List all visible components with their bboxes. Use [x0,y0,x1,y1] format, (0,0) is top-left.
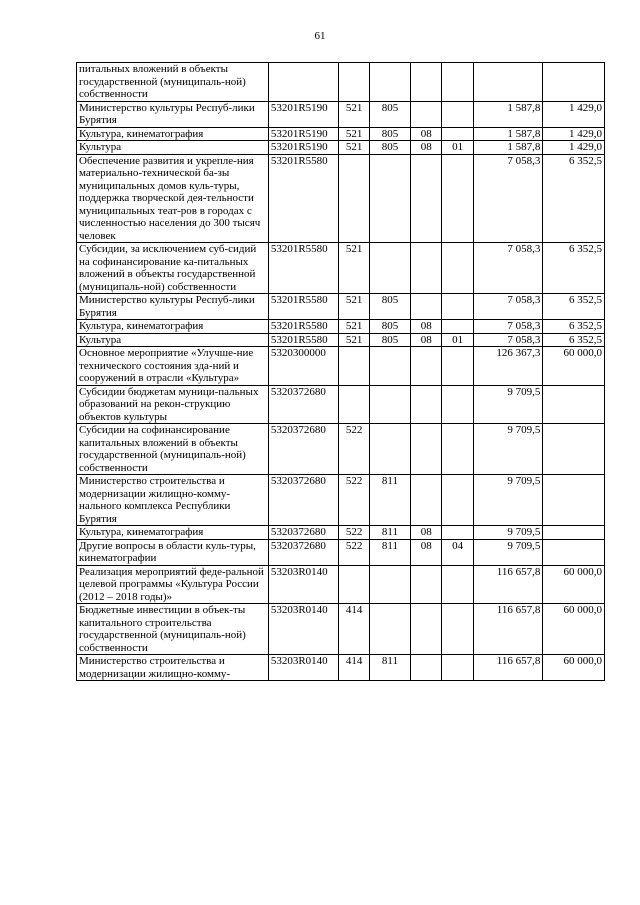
vr-cell: 521 [339,320,369,334]
amount-year2-cell: 6 352,5 [543,333,605,347]
name-cell: Другие вопросы в области куль-туры, кинематографии [77,539,269,565]
vr-cell: 522 [339,526,369,540]
code-cell: 53201R5190 [268,101,339,127]
amount-year1-cell: 116 657,8 [473,604,543,655]
code-cell: 53201R5580 [268,294,339,320]
subsection-cell [442,347,473,386]
table-row [77,604,605,655]
page-number: 61 [314,30,326,42]
amount-year2-cell: 6 352,5 [543,320,605,334]
subsection-cell: 01 [442,141,473,155]
code-cell: 5320372680 [268,424,339,475]
amount-year2-cell: 6 352,5 [543,154,605,243]
amount-year2-cell: 6 352,5 [543,294,605,320]
subsection-cell [442,604,473,655]
grbs-cell [369,154,410,243]
table-row [77,101,605,127]
grbs-cell: 811 [369,539,410,565]
grbs-cell: 811 [369,655,410,681]
section-cell [411,63,442,102]
subsection-cell [442,475,473,526]
subsection-cell [442,101,473,127]
grbs-cell: 805 [369,333,410,347]
code-cell: 5320300000 [268,347,339,386]
vr-cell: 521 [339,127,369,141]
vr-cell: 521 [339,294,369,320]
code-cell: 53201R5580 [268,320,339,334]
amount-year1-cell: 1 587,8 [473,127,543,141]
name-cell: Культура, кинематография [77,127,269,141]
code-cell [268,63,339,102]
section-cell [411,294,442,320]
name-cell: Министерство культуры Респуб-лики Бурятия [77,294,269,320]
amount-year1-cell: 9 709,5 [473,526,543,540]
amount-year1-cell: 7 058,3 [473,154,543,243]
amount-year1-cell: 7 058,3 [473,333,543,347]
table-row [77,63,605,102]
section-cell [411,385,442,424]
amount-year2-cell: 60 000,0 [543,604,605,655]
code-cell: 5320372680 [268,385,339,424]
amount-year1-cell: 9 709,5 [473,385,543,424]
table-row [77,127,605,141]
subsection-cell [442,526,473,540]
vr-cell: 522 [339,539,369,565]
code-cell: 5320372680 [268,526,339,540]
amount-year2-cell: 1 429,0 [543,141,605,155]
section-cell [411,424,442,475]
section-cell [411,347,442,386]
code-cell: 53201R5190 [268,141,339,155]
vr-cell: 521 [339,141,369,155]
code-cell: 53203R0140 [268,655,339,681]
code-cell: 53203R0140 [268,565,339,604]
grbs-cell [369,424,410,475]
amount-year1-cell: 1 587,8 [473,141,543,155]
amount-year2-cell [543,539,605,565]
section-cell: 08 [411,141,442,155]
subsection-cell [442,424,473,475]
section-cell: 08 [411,127,442,141]
subsection-cell [442,127,473,141]
name-cell: питальных вложений в объекты государственной (муниципаль-ной) собственности [77,63,269,102]
vr-cell: 521 [339,333,369,347]
section-cell [411,243,442,294]
amount-year2-cell [543,526,605,540]
table-row [77,655,605,681]
section-cell [411,655,442,681]
code-cell: 53201R5190 [268,127,339,141]
table-row [77,347,605,386]
table-row [77,154,605,243]
grbs-cell: 811 [369,475,410,526]
amount-year2-cell: 1 429,0 [543,101,605,127]
grbs-cell: 805 [369,101,410,127]
table-row [77,294,605,320]
grbs-cell [369,604,410,655]
name-cell: Субсидии бюджетам муници-пальных образований на рекон-струкцию объектов культуры [77,385,269,424]
table-row [77,526,605,540]
code-cell: 53201R5580 [268,333,339,347]
amount-year2-cell [543,424,605,475]
vr-cell: 414 [339,604,369,655]
subsection-cell [442,154,473,243]
name-cell: Обеспечение развития и укрепле-ния материально-технической ба-зы муниципальных домов куль-туры, поддержка творческой дея-тельности муниципальных теат-ров в городах с численностью населения до 300 тысяч человек [77,154,269,243]
code-cell: 53201R5580 [268,243,339,294]
amount-year2-cell: 1 429,0 [543,127,605,141]
name-cell: Министерство культуры Респуб-лики Бурятия [77,101,269,127]
name-cell: Культура [77,141,269,155]
vr-cell [339,63,369,102]
grbs-cell: 805 [369,127,410,141]
vr-cell: 522 [339,424,369,475]
name-cell: Субсидии на софинансирование капитальных вложений в объекты государственной (муниципаль-ной) собственности [77,424,269,475]
grbs-cell: 811 [369,526,410,540]
amount-year2-cell [543,63,605,102]
grbs-cell [369,63,410,102]
amount-year2-cell: 60 000,0 [543,655,605,681]
subsection-cell: 04 [442,539,473,565]
section-cell: 08 [411,539,442,565]
amount-year1-cell: 7 058,3 [473,294,543,320]
grbs-cell: 805 [369,320,410,334]
name-cell: Бюджетные инвестиции в объек-ты капитального строительства государственной (муниципаль-ной) собственности [77,604,269,655]
amount-year1-cell: 7 058,3 [473,320,543,334]
section-cell: 08 [411,526,442,540]
table-row [77,424,605,475]
subsection-cell [442,294,473,320]
vr-cell: 414 [339,655,369,681]
vr-cell [339,565,369,604]
name-cell: Министерство строительства и модернизации жилищно-комму-нального комплекса Республики Бурятия [77,475,269,526]
amount-year2-cell: 6 352,5 [543,243,605,294]
table-row [77,475,605,526]
subsection-cell [442,385,473,424]
table-row [77,385,605,424]
code-cell: 5320372680 [268,539,339,565]
grbs-cell [369,347,410,386]
vr-cell [339,347,369,386]
vr-cell: 522 [339,475,369,526]
amount-year1-cell: 116 657,8 [473,655,543,681]
amount-year1-cell: 9 709,5 [473,424,543,475]
grbs-cell [369,565,410,604]
amount-year1-cell: 9 709,5 [473,539,543,565]
amount-year2-cell [543,475,605,526]
grbs-cell [369,243,410,294]
subsection-cell [442,655,473,681]
amount-year1-cell [473,63,543,102]
amount-year1-cell: 126 367,3 [473,347,543,386]
table-row [77,333,605,347]
subsection-cell: 01 [442,333,473,347]
grbs-cell: 805 [369,141,410,155]
table-row [77,539,605,565]
table-row [77,243,605,294]
name-cell: Министерство строительства и модернизации жилищно-комму- [77,655,269,681]
subsection-cell [442,243,473,294]
subsection-cell [442,565,473,604]
grbs-cell: 805 [369,294,410,320]
vr-cell [339,385,369,424]
section-cell [411,154,442,243]
amount-year1-cell: 1 587,8 [473,101,543,127]
section-cell [411,604,442,655]
table-row [77,320,605,334]
grbs-cell [369,385,410,424]
subsection-cell [442,63,473,102]
section-cell: 08 [411,320,442,334]
name-cell: Реализация мероприятий феде-ральной целевой программы «Культура России (2012 – 2018 годы)» [77,565,269,604]
amount-year1-cell: 9 709,5 [473,475,543,526]
vr-cell: 521 [339,101,369,127]
table-row [77,565,605,604]
subsection-cell [442,320,473,334]
amount-year1-cell: 7 058,3 [473,243,543,294]
amount-year2-cell [543,385,605,424]
name-cell: Культура [77,333,269,347]
budget-table-body [77,63,605,681]
budget-table [76,62,605,681]
vr-cell [339,154,369,243]
table-row [77,141,605,155]
section-cell [411,101,442,127]
amount-year1-cell: 116 657,8 [473,565,543,604]
section-cell: 08 [411,333,442,347]
amount-year2-cell: 60 000,0 [543,565,605,604]
section-cell [411,475,442,526]
code-cell: 53203R0140 [268,604,339,655]
name-cell: Субсидии, за исключением суб-сидий на софинансирование ка-питальных вложений в объекты государственной (муниципаль-ной) собственности [77,243,269,294]
amount-year2-cell: 60 000,0 [543,347,605,386]
vr-cell: 521 [339,243,369,294]
section-cell [411,565,442,604]
code-cell: 53201R5580 [268,154,339,243]
name-cell: Основное мероприятие «Улучше-ние технического состояния зда-ний и сооружений в отрасли «Культура» [77,347,269,386]
code-cell: 5320372680 [268,475,339,526]
name-cell: Культура, кинематография [77,526,269,540]
name-cell: Культура, кинематография [77,320,269,334]
